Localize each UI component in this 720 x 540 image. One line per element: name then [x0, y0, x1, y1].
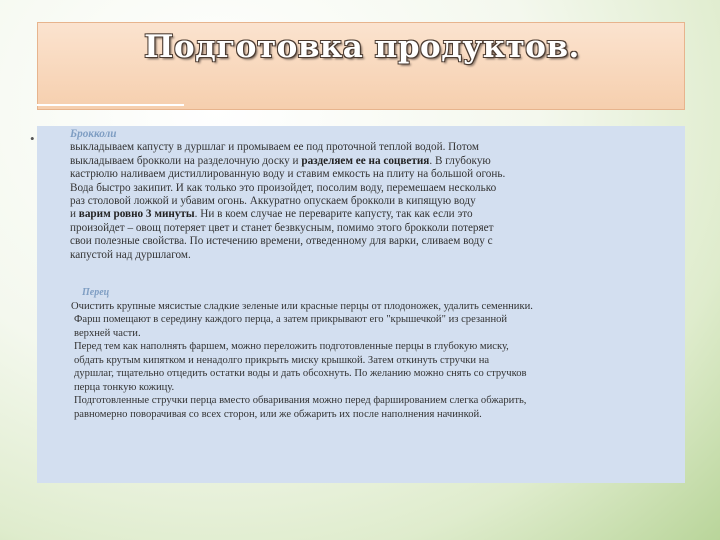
title-underline	[37, 104, 184, 106]
text-segment: . В глубокую	[429, 154, 491, 167]
text-line: свои полезные свойства. По истечению времени, отведенному для варки, сливаем воду с	[70, 235, 493, 248]
text-segment: и	[70, 208, 79, 221]
text-line: верхней части.	[74, 327, 141, 339]
bullet-icon: •	[30, 131, 35, 146]
text-line: кастрюлю наливаем дистиллированную воду и ставим емкость на плиту на большой огонь.	[70, 168, 506, 181]
text-line: раз столовой ложкой и убавим огонь. Аккуратно опускаем брокколи в кипящую воду	[70, 195, 476, 208]
text-line: Очистить крупные мясистые сладкие зеленые или красные перцы от плодоножек, удалить семенники.	[71, 300, 533, 312]
emphasis-text: варим ровно 3 минуты	[78, 208, 195, 221]
text-line: выкладываем капусту в дуршлаг и промываем ее под проточной теплой водой. Потом	[70, 141, 479, 154]
pepper-paragraph	[71, 286, 683, 421]
pepper-heading: Перец	[82, 287, 110, 298]
text-line: Подготовленные стручки перца вместо обваривания можно перед фаршированием слегка обжарить,	[74, 395, 527, 406]
text-line: Вода быстро закипит. И как только это произойдет, посолим воду, перемешаем несколько	[70, 181, 497, 194]
text-line	[70, 208, 670, 221]
text-line: обдать крутым кипятком и ненадолго прикрыть миску крышкой. Затем откинуть стручки на	[74, 354, 490, 366]
text-line: перца тонкую кожицу.	[74, 381, 175, 393]
text-line: капустой над дуршлагом.	[70, 248, 191, 261]
text-line: произойдет – овощ потеряет цвет и станет безвкусным, помимо этого брокколи потеряет	[70, 221, 494, 234]
text-segment: . Ни в коем случае не переварите капусту, так как если это	[194, 208, 473, 221]
broccoli-paragraph	[70, 128, 670, 262]
text-line: равномерно поворачивая со всех сторон, или же обжарить их после наполнения начинкой.	[74, 408, 482, 420]
text-segment: выкладываем брокколи на разделочную доску и	[70, 154, 302, 167]
title-box	[37, 22, 685, 110]
text-line: дуршлаг, тщательно отцедить остатки воды и дать обсохнуть. По желанию можно снять со стручков	[74, 368, 527, 379]
broccoli-heading: Брокколи	[70, 128, 117, 140]
text-line: Фарш помещают в середину каждого перца, а затем прикрывают его "крышечкой" из срезанной	[74, 314, 508, 325]
text-line	[70, 155, 670, 168]
text-line: Перед тем как наполнять фаршем, можно переложить подготовленные перцы в глубокую миску,	[74, 341, 509, 352]
emphasis-text: разделяем ее на соцветия	[301, 154, 430, 167]
slide-title: Подготовка продуктов.	[144, 29, 580, 65]
